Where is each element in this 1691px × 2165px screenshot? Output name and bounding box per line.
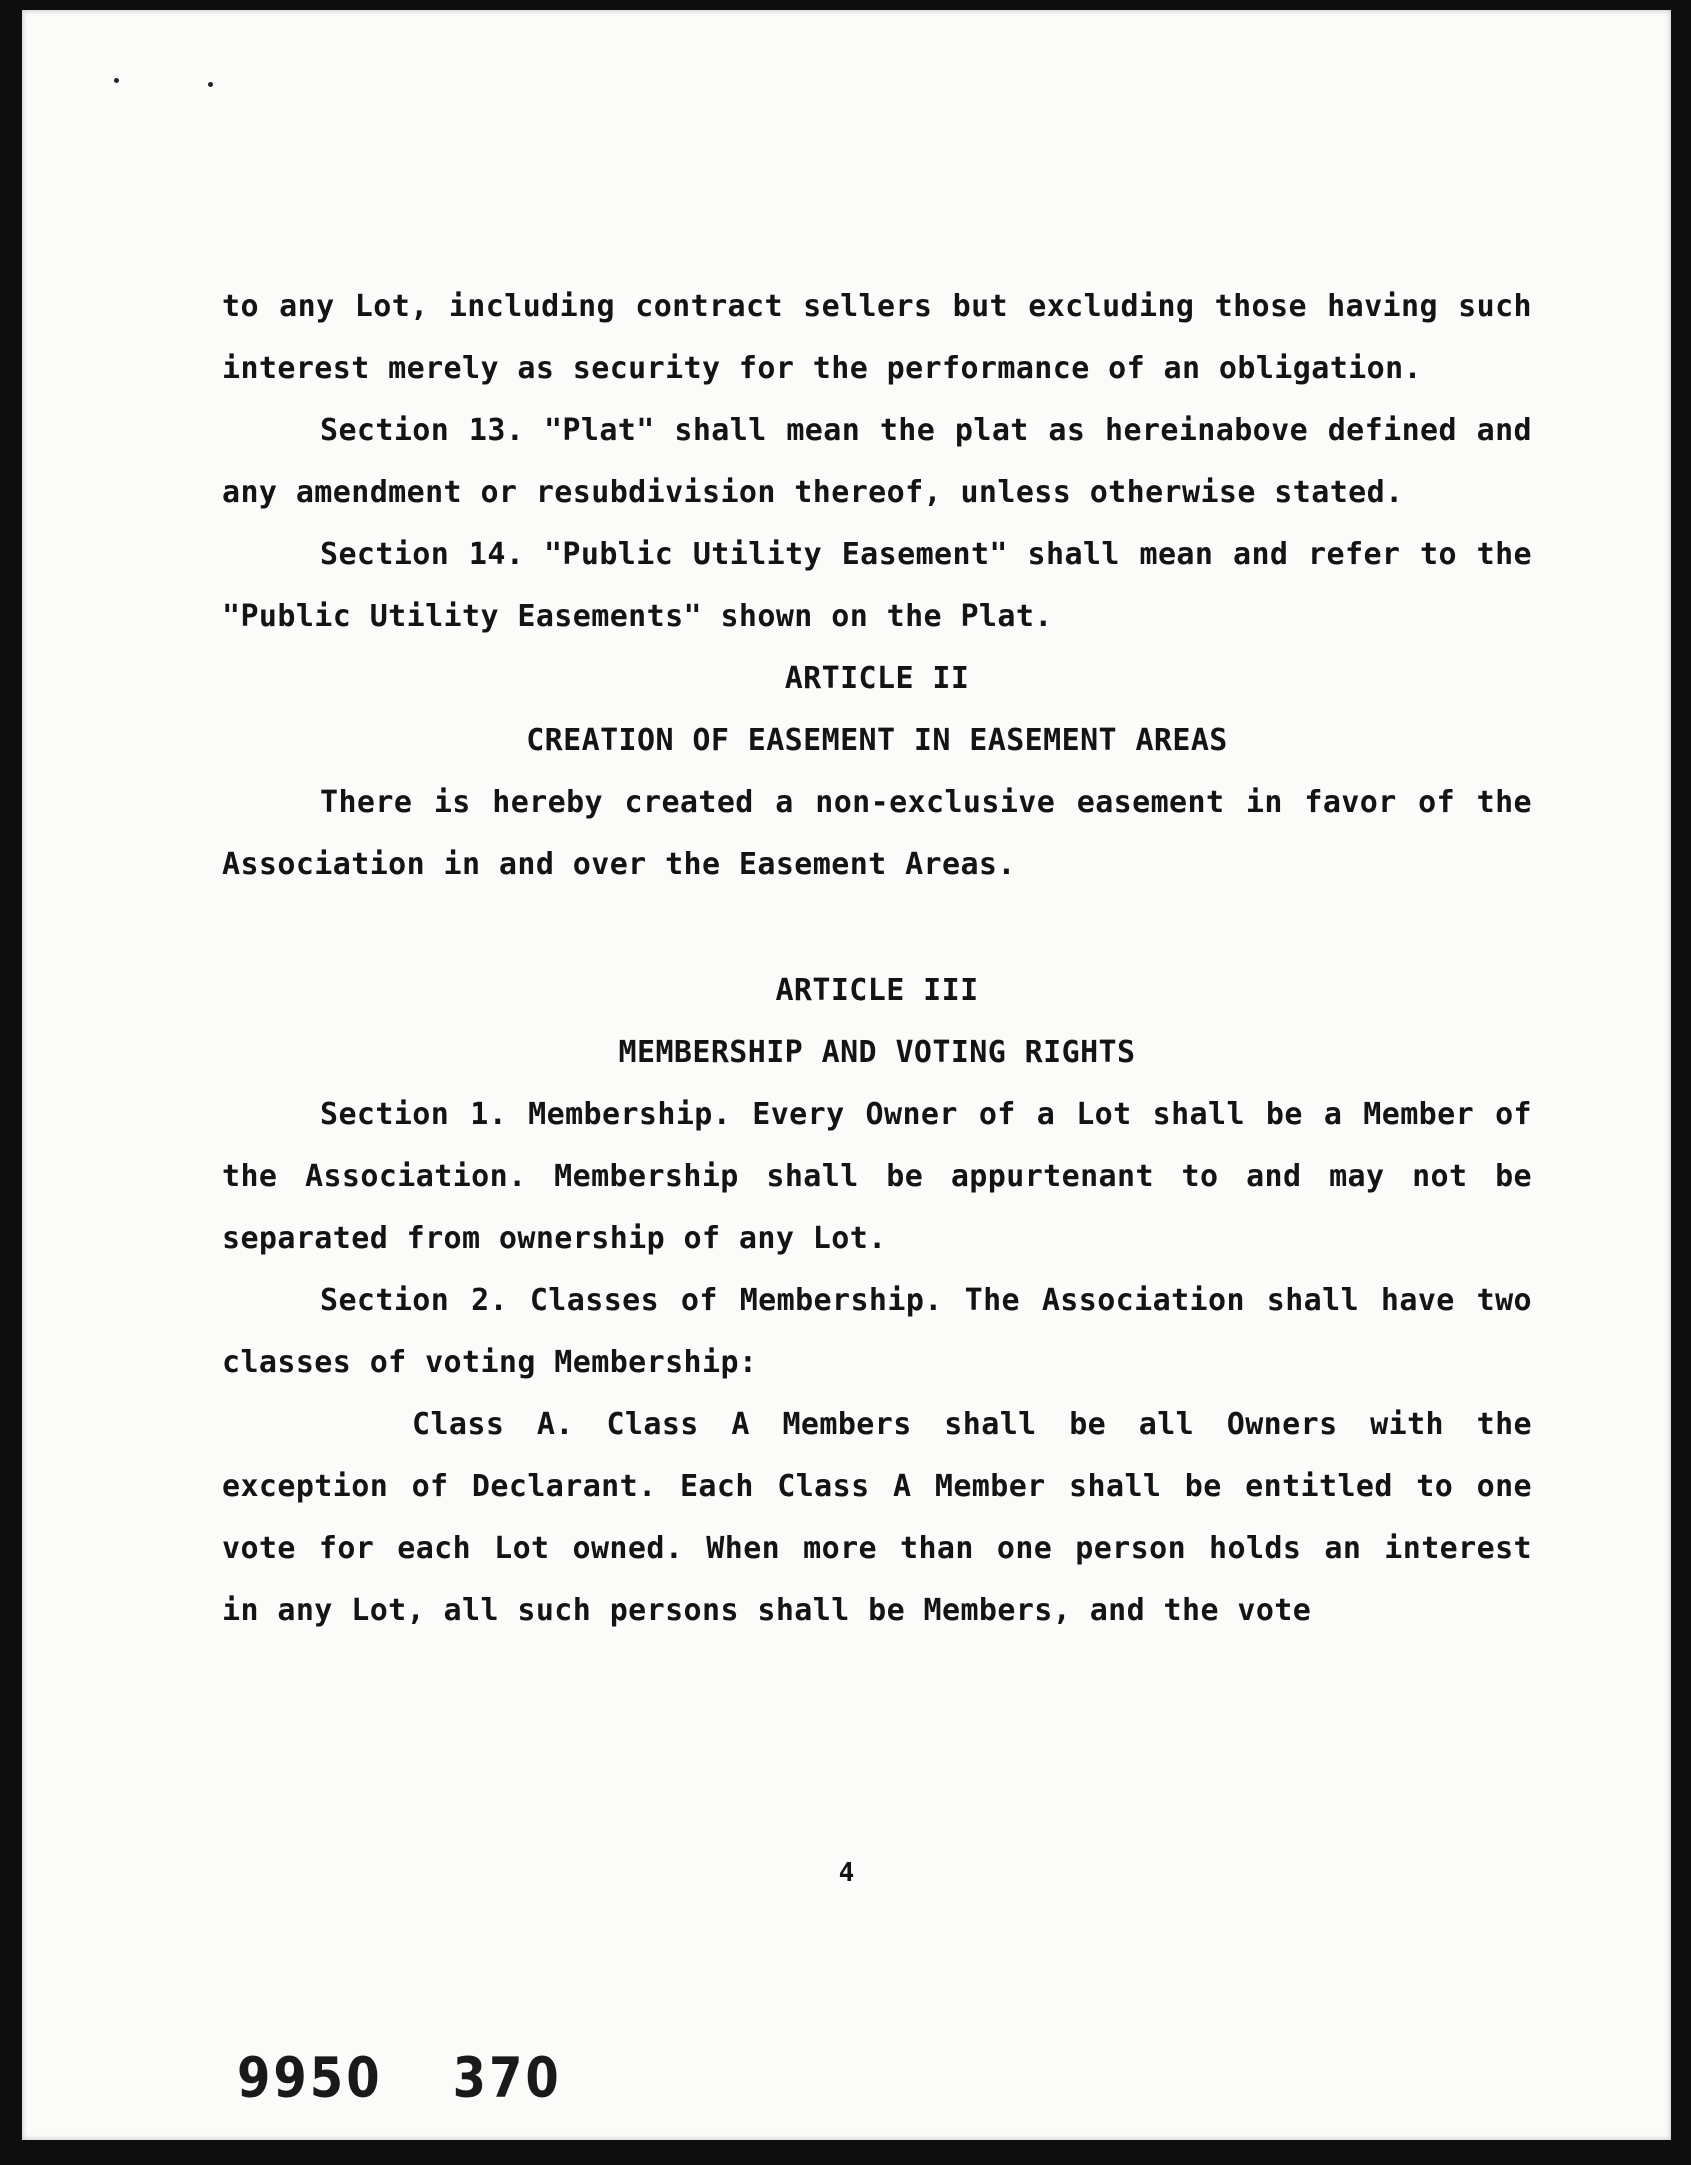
section-2-classes-paragraph: Section 2. Classes of Membership. The Association shall have two classes of voting Membership: (222, 1283, 1532, 1380)
recording-stamp (237, 2046, 632, 2110)
stamp-page-number: 370 (452, 2045, 562, 2111)
section-13-paragraph: Section 13. "Plat" shall mean the plat as hereinabove defined and any amendment or resubdivision thereof, unless otherwise stated. (222, 413, 1532, 510)
stamp-book-number: 9950 (237, 2045, 383, 2111)
scan-edge-bottom (0, 2140, 1691, 2165)
article-2-title: CREATION OF EASEMENT IN EASEMENT AREAS (526, 723, 1228, 758)
article-2-heading: ARTICLE II (784, 661, 970, 696)
section-14-paragraph: Section 14. "Public Utility Easement" shall mean and refer to the "Public Utility Easements" shown on the Plat. (222, 537, 1532, 634)
article-3-heading: ARTICLE III (775, 973, 979, 1008)
scan-speck (114, 78, 119, 83)
scan-speck (208, 82, 213, 87)
article-3-title: MEMBERSHIP AND VOTING RIGHTS (618, 1035, 1136, 1070)
paragraph-continuation: to any Lot, including contract sellers but excluding those having such interest merely as security for the performance of an obligation. (222, 289, 1532, 386)
document-body (222, 276, 1532, 1642)
scan-edge-left (0, 0, 22, 2165)
page-number: 4 (838, 1858, 855, 1888)
section-1-membership-paragraph: Section 1. Membership. Every Owner of a Lot shall be a Member of the Association. Membership shall be appurtenant to and may not be separated from ownership of any Lot. (222, 1097, 1532, 1256)
document-page (22, 10, 1671, 2140)
easement-paragraph: There is hereby created a non-exclusive easement in favor of the Association in and over the Easement Areas. (222, 785, 1532, 882)
class-a-paragraph: Class A. Class A Members shall be all Owners with the exception of Declarant. Each Class A Member shall be entitled to one vote for each Lot owned. When more than one person holds an interest in any Lot, all such persons shall be Members, and the vote (222, 1407, 1532, 1628)
